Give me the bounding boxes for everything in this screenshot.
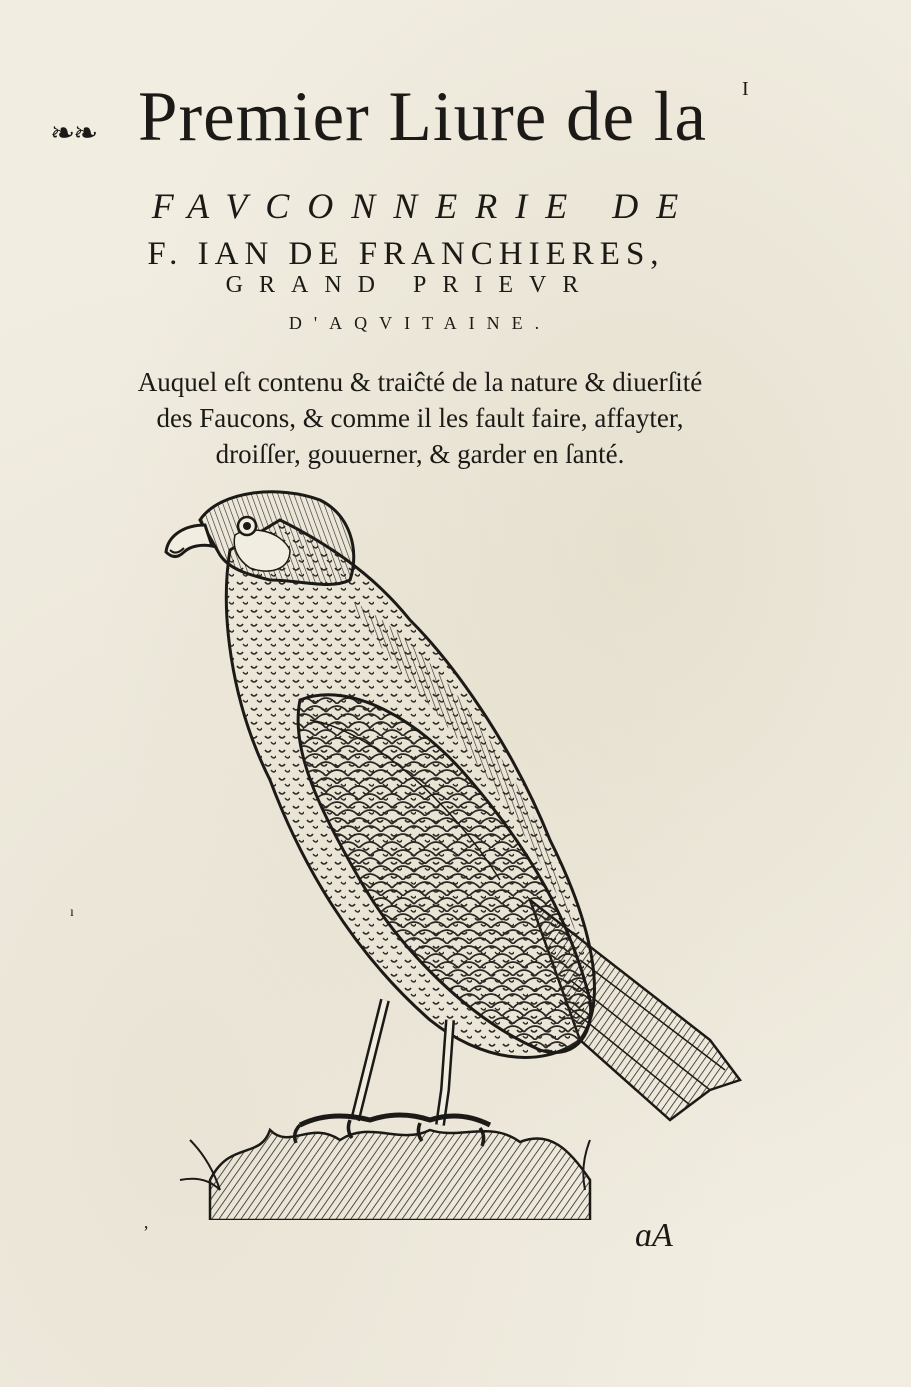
subtitle-author: F. IAN DE FRANCHIERES,: [147, 236, 665, 272]
fleuron-ornament: ❧❧: [50, 117, 97, 150]
page-title: Premier Liure de la: [138, 78, 708, 156]
margin-mark: ʼ: [143, 1222, 149, 1242]
margin-mark: ı: [70, 905, 74, 920]
signature-letter: A: [652, 1217, 673, 1254]
page-number: I: [742, 78, 749, 100]
falcon-woodcut-illustration: [150, 480, 770, 1220]
subtitle-fauconnerie: FAVCONNERIE DE: [151, 186, 697, 226]
description-paragraph: [70, 364, 770, 472]
subtitle-region: D'AQVITAINE.: [288, 313, 552, 333]
description-line: droiſſer, gouuerner, & garder en ſanté.: [215, 439, 625, 469]
description-line: Auquel eſt contenu & traiĉté de la nature & diuerſité: [137, 367, 703, 397]
description-line: des Faucons, & comme il les fault faire, affayter,: [156, 403, 684, 433]
signature-mark: ɑA: [635, 1217, 673, 1254]
subtitle-title: GRAND PRIEVR: [225, 272, 595, 298]
